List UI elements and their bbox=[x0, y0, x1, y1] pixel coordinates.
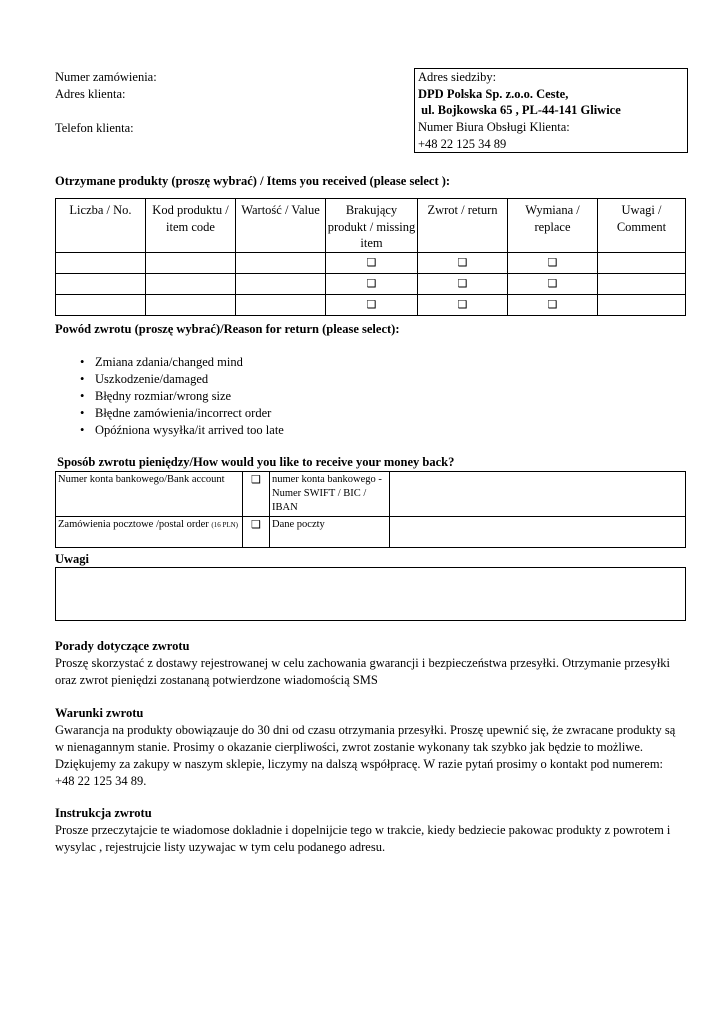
checkbox-icon[interactable]: ❑ bbox=[366, 277, 377, 290]
notes-input[interactable] bbox=[55, 567, 686, 621]
replace-checkbox[interactable] bbox=[508, 252, 598, 273]
refund-method-title: Sposób zwrotu pieniędzy/How would you like to receive your money back? bbox=[54, 455, 455, 469]
postal-order-label: Zamówienia pocztowe /postal order (16 PLN) bbox=[56, 517, 243, 548]
company-street: ul. Bojkowska 65 , PL-44-141 Gliwice bbox=[418, 103, 621, 118]
col-product-code: Kod produktu / item code bbox=[146, 199, 236, 253]
postal-detail-label: Dane poczty bbox=[270, 517, 390, 548]
reason-label: Błędny rozmiar/wrong size bbox=[95, 389, 232, 403]
instructions-text: Prosze przeczytajcie te wiadomose dokladnie i dopelnijcie tego w trakcie, kiedy bedziecie pakowac produkty z powrotem i wysylac , rejestrujcie listy uzywajac w tym celu podanego adresu. bbox=[55, 823, 671, 854]
checkbox-icon[interactable]: ❑ bbox=[547, 298, 558, 311]
cell-input[interactable] bbox=[146, 252, 236, 273]
return-checkbox[interactable] bbox=[418, 273, 508, 294]
products-title: Otrzymane produkty (proszę wybrać) / Items you received (please select ): bbox=[55, 174, 451, 188]
table-row bbox=[56, 472, 686, 517]
replace-checkbox[interactable] bbox=[508, 273, 598, 294]
checkbox-icon[interactable]: ❑ bbox=[457, 256, 468, 269]
products-table bbox=[55, 198, 686, 316]
cell-input[interactable] bbox=[236, 252, 326, 273]
company-name: DPD Polska Sp. z.o.o. Ceste, bbox=[418, 86, 569, 101]
client-address-label: Adres klienta: bbox=[55, 87, 126, 101]
checkbox-icon[interactable]: ❑ bbox=[457, 298, 468, 311]
bullet-icon: • bbox=[80, 372, 85, 386]
bullet-icon: • bbox=[80, 355, 85, 369]
list-item[interactable] bbox=[75, 371, 284, 388]
cell-input[interactable] bbox=[146, 273, 236, 294]
col-comment: Uwagi / Comment bbox=[598, 199, 686, 253]
instructions-title: Instrukcja zwrotu bbox=[55, 806, 152, 820]
bank-account-label: Numer konta bankowego/Bank account bbox=[56, 472, 243, 517]
bullet-icon: • bbox=[80, 389, 85, 403]
cell-input[interactable] bbox=[236, 273, 326, 294]
bank-checkbox[interactable] bbox=[243, 472, 270, 517]
return-checkbox[interactable] bbox=[418, 252, 508, 273]
company-address-box bbox=[414, 68, 688, 153]
client-info bbox=[55, 69, 385, 137]
col-quantity: Liczba / No. bbox=[56, 199, 146, 253]
bank-detail-label: numer konta bankowego - Numer SWIFT / BIC / IBAN bbox=[270, 472, 390, 517]
cell-input[interactable] bbox=[56, 294, 146, 315]
office-phone: +48 22 125 34 89 bbox=[418, 136, 507, 151]
reason-label: Uszkodzenie/damaged bbox=[95, 372, 209, 386]
checkbox-icon[interactable]: ❑ bbox=[366, 298, 377, 311]
col-missing-item: Brakujący produkt / missing item bbox=[326, 199, 418, 253]
cell-input[interactable] bbox=[236, 294, 326, 315]
postal-checkbox[interactable] bbox=[243, 517, 270, 548]
cell-input[interactable] bbox=[56, 273, 146, 294]
order-number-label: Numer zamówienia: bbox=[55, 70, 157, 84]
bank-detail-input[interactable] bbox=[390, 472, 686, 517]
client-phone-label: Telefon klienta: bbox=[55, 121, 134, 135]
postal-fee: (16 PLN) bbox=[211, 521, 239, 529]
checkbox-icon[interactable]: ❑ bbox=[366, 256, 377, 269]
col-value: Wartość / Value bbox=[236, 199, 326, 253]
list-item[interactable] bbox=[75, 405, 284, 422]
advice-title: Porady dotyczące zwrotu bbox=[55, 639, 190, 653]
table-row bbox=[56, 252, 686, 273]
checkbox-icon[interactable]: ❑ bbox=[547, 277, 558, 290]
products-header-row bbox=[56, 199, 686, 253]
return-checkbox[interactable] bbox=[418, 294, 508, 315]
cell-input[interactable] bbox=[56, 252, 146, 273]
advice-text: Proszę skorzystać z dostawy rejestrowanej w celu zachowania gwarancji i bezpieczeństwa przesyłki. Otrzymanie przesyłki oraz zwrot pieniędzi zostananą potwierdzone wiadomością SMS bbox=[55, 656, 671, 687]
list-item[interactable] bbox=[75, 354, 284, 371]
postal-detail-input[interactable] bbox=[390, 517, 686, 548]
missing-checkbox[interactable] bbox=[326, 252, 418, 273]
checkbox-icon[interactable]: ❑ bbox=[457, 277, 468, 290]
missing-checkbox[interactable] bbox=[326, 294, 418, 315]
bullet-icon: • bbox=[80, 406, 85, 420]
office-label: Numer Biura Obsługi Klienta: bbox=[418, 120, 570, 135]
missing-checkbox[interactable] bbox=[326, 273, 418, 294]
table-row bbox=[56, 273, 686, 294]
checkbox-icon[interactable]: ❑ bbox=[547, 256, 558, 269]
checkbox-icon[interactable]: ❑ bbox=[251, 473, 261, 486]
conditions-text: Gwarancja na produkty obowiązauje do 30 dni od czasu otrzymania przesyłki. Proszę upewnić się, że zwracane produkty są w nienagannym stanie. Prosimy o okazanie cierpliwości, zwrot zostanie wykonany tak szybko jak będzie to możliwe. Dziękujemy za zakupy w naszym sklepie, liczymy na dalszą współpracę. W razie pytań prosimy o kontakt pod numerem: +48 22 125 34 89. bbox=[55, 723, 676, 788]
reason-list bbox=[75, 354, 284, 439]
list-item[interactable] bbox=[75, 388, 284, 405]
col-return: Zwrot / return bbox=[418, 199, 508, 253]
reason-label: Błędne zamówienia/incorrect order bbox=[95, 406, 272, 420]
col-replace: Wymiana / replace bbox=[508, 199, 598, 253]
table-row bbox=[56, 517, 686, 548]
cell-input[interactable] bbox=[598, 273, 686, 294]
reason-label: Opóźniona wysyłka/it arrived too late bbox=[95, 423, 284, 437]
cell-input[interactable] bbox=[146, 294, 236, 315]
reason-title: Powód zwrotu (proszę wybrać)/Reason for return (please select): bbox=[55, 322, 400, 336]
list-item[interactable] bbox=[75, 422, 284, 439]
replace-checkbox[interactable] bbox=[508, 294, 598, 315]
checkbox-icon[interactable]: ❑ bbox=[251, 518, 261, 531]
refund-method-table bbox=[55, 471, 686, 548]
conditions-title: Warunki zwrotu bbox=[55, 706, 144, 720]
notes-title: Uwagi bbox=[55, 552, 90, 566]
table-row bbox=[56, 294, 686, 315]
reason-label: Zmiana zdania/changed mind bbox=[95, 355, 243, 369]
cell-input[interactable] bbox=[598, 252, 686, 273]
seat-label: Adres siedziby: bbox=[418, 70, 497, 84]
cell-input[interactable] bbox=[598, 294, 686, 315]
bullet-icon: • bbox=[80, 423, 85, 437]
